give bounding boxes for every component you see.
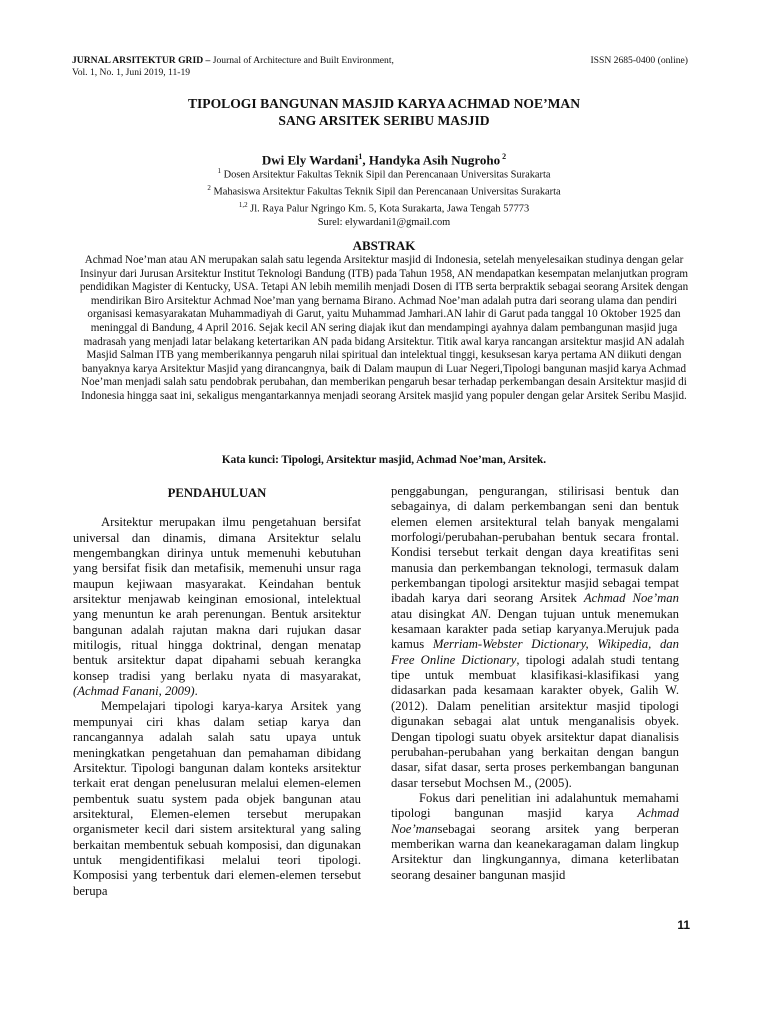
journal-volume: Vol. 1, No. 1, Juni 2019, 11-19 bbox=[72, 67, 191, 78]
paragraph-3-part-d: , tipologi adalah studi tentang tipe untuk membuat klasifikasi-klasifikasi yang didasarkan pada kesamaan karakter obyek, Galih W. (2012). Dalam penelitian arsitektur masjid tipologi digunakan sebagai alat untuk menganalisis obyek. Dengan tipologi suatu obyek arsitektur dapat dianalisis perubahan-perubahan yang berkaitan dengan bangun dasar, sifat dasar, serta proses perkembangan bangunan dasar tersebut Mochsen M., (2005). bbox=[391, 652, 679, 790]
address bbox=[80, 199, 688, 216]
running-header bbox=[72, 55, 688, 79]
author-2-sup: 2 bbox=[500, 152, 507, 161]
affiliation-2-sup: 2 bbox=[207, 183, 211, 192]
paragraph-3 bbox=[391, 484, 679, 791]
address-text: Jl. Raya Palur Ngringo Km. 5, Kota Surakarta, Jawa Tengah 57773 bbox=[247, 203, 530, 215]
architect-name-2: Achmad Noe’man bbox=[391, 806, 679, 836]
author-2: Handyka Asih Nugroho bbox=[368, 152, 501, 168]
left-column bbox=[73, 484, 361, 899]
author-1-sup: 1 bbox=[358, 152, 363, 161]
journal-info bbox=[72, 55, 394, 79]
journal-subtitle: Journal of Architecture and Built Environment, bbox=[210, 55, 394, 66]
paragraph-4-part-b: sebagai seorang arsitek yang berperan memberikan warna dan keanekaragaman dalam lingkup Arsitektur dan lingkungannya, dimana keterlibatan seorang desainer bangunan masjid bbox=[391, 821, 679, 882]
paragraph-3-part-b: atau disingkat bbox=[391, 606, 472, 621]
issn: ISSN 2685-0400 (online) bbox=[590, 55, 688, 66]
dictionary-sources: Merriam-Webster Dictionary, Wikipedia, dan Free Online Dictionary bbox=[391, 637, 679, 667]
affiliation-1-sup: 1 bbox=[217, 167, 221, 175]
email bbox=[80, 216, 688, 229]
author-separator: , bbox=[362, 152, 369, 168]
title-line-2: SANG ARSITEK SERIBU MASJID bbox=[278, 113, 490, 128]
title-line-1: TIPOLOGI BANGUNAN MASJID KARYA ACHMAD NOE’MAN bbox=[187, 96, 581, 111]
paragraph-1 bbox=[73, 515, 361, 699]
page-number: 11 bbox=[677, 918, 690, 932]
affiliations bbox=[80, 165, 688, 229]
address-sup: 1,2 bbox=[238, 200, 248, 209]
affiliation-2 bbox=[80, 182, 688, 199]
abstract-heading: ABSTRAK bbox=[352, 238, 416, 253]
paragraph-1-end: . bbox=[194, 684, 198, 699]
abstract-text: Achmad Noe’man atau AN merupakan salah satu legenda Arsitektur masjid di Indonesia, setelah menyelesaikan studinya dengan gelar Insinyur dari Jurusan Arsitektur Institut Teknologi Bandung (ITB) pada Tahun 1958, AN mendapatkan kesempatan melanjutkan program pendidikan Magister di Kentucky, USA. Tetapi AN lebih memilih menjadi Dosen di ITB serta berpraktik sebagai seorang Arsitek dengan mendirikan Biro Arsitektur Achmad Noe’man yang bernama Birano. Achmad Noe’man adalah putra dari seorang ulama dan pendiri organisasi kemasyarakatan Muhammadiyah di Garut, yaitu Muhammad Jamhari.AN lahir di Garut pada tanggal 10 Oktober 1925 dan meninggal di Bandung, 4 April 2016. Sejak kecil AN sering diajak ikut dan mendampingi ayahnya dalam pembangunan masjid juga madrasah yang menjadi latar belakang ketertarikan AN pada bidang Arsitektur. Titik awal karya rancangan arsitektur masjid AN adalah Masjid Salman ITB yang memberikannya pengaruh nilai spiritual dan intelektual tinggi, kesuksesan karya pertama AN diikuti dengan banyaknya karya Arsitektur Masjid yang dirancangnya, baik di Dalam maupun di Luar Negeri,Tipologi bangunan masjid karya Achmad Noe’man menjadi salah satu pendobrak perubahan, dan memberikan pengaruh besar terhadap perkembangan desain Arsitektur masjid di Indonesia hingga saat ini, sekaligus mengantarkannya menjadi seorang Arsitek masjid yang populer dengan gelar Arsitek Seribu Masjid. bbox=[79, 254, 689, 402]
email-text: Surel: elywardani1@gmail.com bbox=[317, 216, 451, 228]
journal-name: JURNAL ARSITEKTUR GRID – bbox=[72, 55, 211, 66]
keywords: Kata kunci: Tipologi, Arsitektur masjid, Achmad Noe’man, Arsitek. bbox=[221, 454, 547, 466]
citation-fanani: (Achmad Fanani, 2009) bbox=[73, 684, 195, 699]
affiliation-1 bbox=[80, 165, 688, 182]
paragraph-3-part-a: penggabungan, pengurangan, stilirisasi bentuk dan sebagainya, di dalam perkembangan seni dan bentuk elemen elemen arsitektural telah banyak mengalami morfologi/perubahan-perubahan bentuk secara frontal. Kondisi tersebut terkait dengan daya kreatifitas seni manusia dan perkembangan teknologi, termasuk dalam perkembangan tipologi arsitektur masjid sebagai tempat ibadah karya dari seorang Arsitek bbox=[391, 484, 679, 606]
affiliation-2-text: Mahasiswa Arsitektur Fakultas Teknik Sipil dan Perencanaan Universitas Surakarta bbox=[210, 186, 561, 198]
architect-name: Achmad Noe’man bbox=[583, 591, 679, 606]
paper-title bbox=[80, 95, 688, 129]
affiliation-1-text: Dosen Arsitektur Fakultas Teknik Sipil dan Perencanaan Universitas Surakarta bbox=[221, 169, 551, 181]
abbreviation-an: AN bbox=[471, 606, 488, 621]
paragraph-1-text: Arsitektur merupakan ilmu pengetahuan bersifat universal dan dinamis, dimana Arsitektur selalu mengembangkan dirinya untuk memenuhi kebutuhan yang bersifat fisik dan metafisik, memenuhi unsur raga maupun kejiwaan masyarakat. Keindahan bentuk arsitektur menjawab keinginan emosional, intelektual yang menuntun ke arah perenungan. Bentuk arsitektur bangunan adalah rajutan makna dari rujukan dasar mitilogis, ritual hingga doktrinal, dengan menatap bentuk arsitektur dapat dipahami sebuah kerangka konsep tradisi yang berlaku nyata di masyarakat, bbox=[73, 515, 361, 683]
paragraph-2: Mempelajari tipologi karya-karya Arsitek yang mempunyai ciri khas dalam setiap karya dan rancangannya adalah salah satu upaya untuk meningkatkan pengetahuan dan pemahaman dibidang Arsitektur. Tipologi bangunan dalam konteks arsitektur terkait erat dengan penelusuran melalui elemen-elemen pembentuk suatu system pada objek bangunan atau arsitektural, Elemen-elemen tersebut merupakan organismeter kecil dari sistem arsitektural yang saling berkaitan membentuk sebuah komposisi, dan digunakan untuk mengidentifikasi melalui teori tipologi. Komposisi yang terbentuk dari elemen-elemen tersebut berupa bbox=[73, 699, 361, 898]
paragraph-4-part-a: Fokus dari penelitian ini adalahuntuk memahami tipologi bangunan masjid karya bbox=[391, 790, 679, 821]
author-1: Dwi Ely Wardani bbox=[261, 152, 359, 168]
section-heading-pendahuluan: PENDAHULUAN bbox=[167, 486, 267, 500]
paragraph-4 bbox=[391, 791, 679, 883]
paragraph-3-part-c: . Dengan tujuan untuk menemukan kesamaan karakter pada setiap karyanya.Merujuk pada kamus bbox=[391, 606, 679, 652]
right-column bbox=[391, 484, 679, 883]
